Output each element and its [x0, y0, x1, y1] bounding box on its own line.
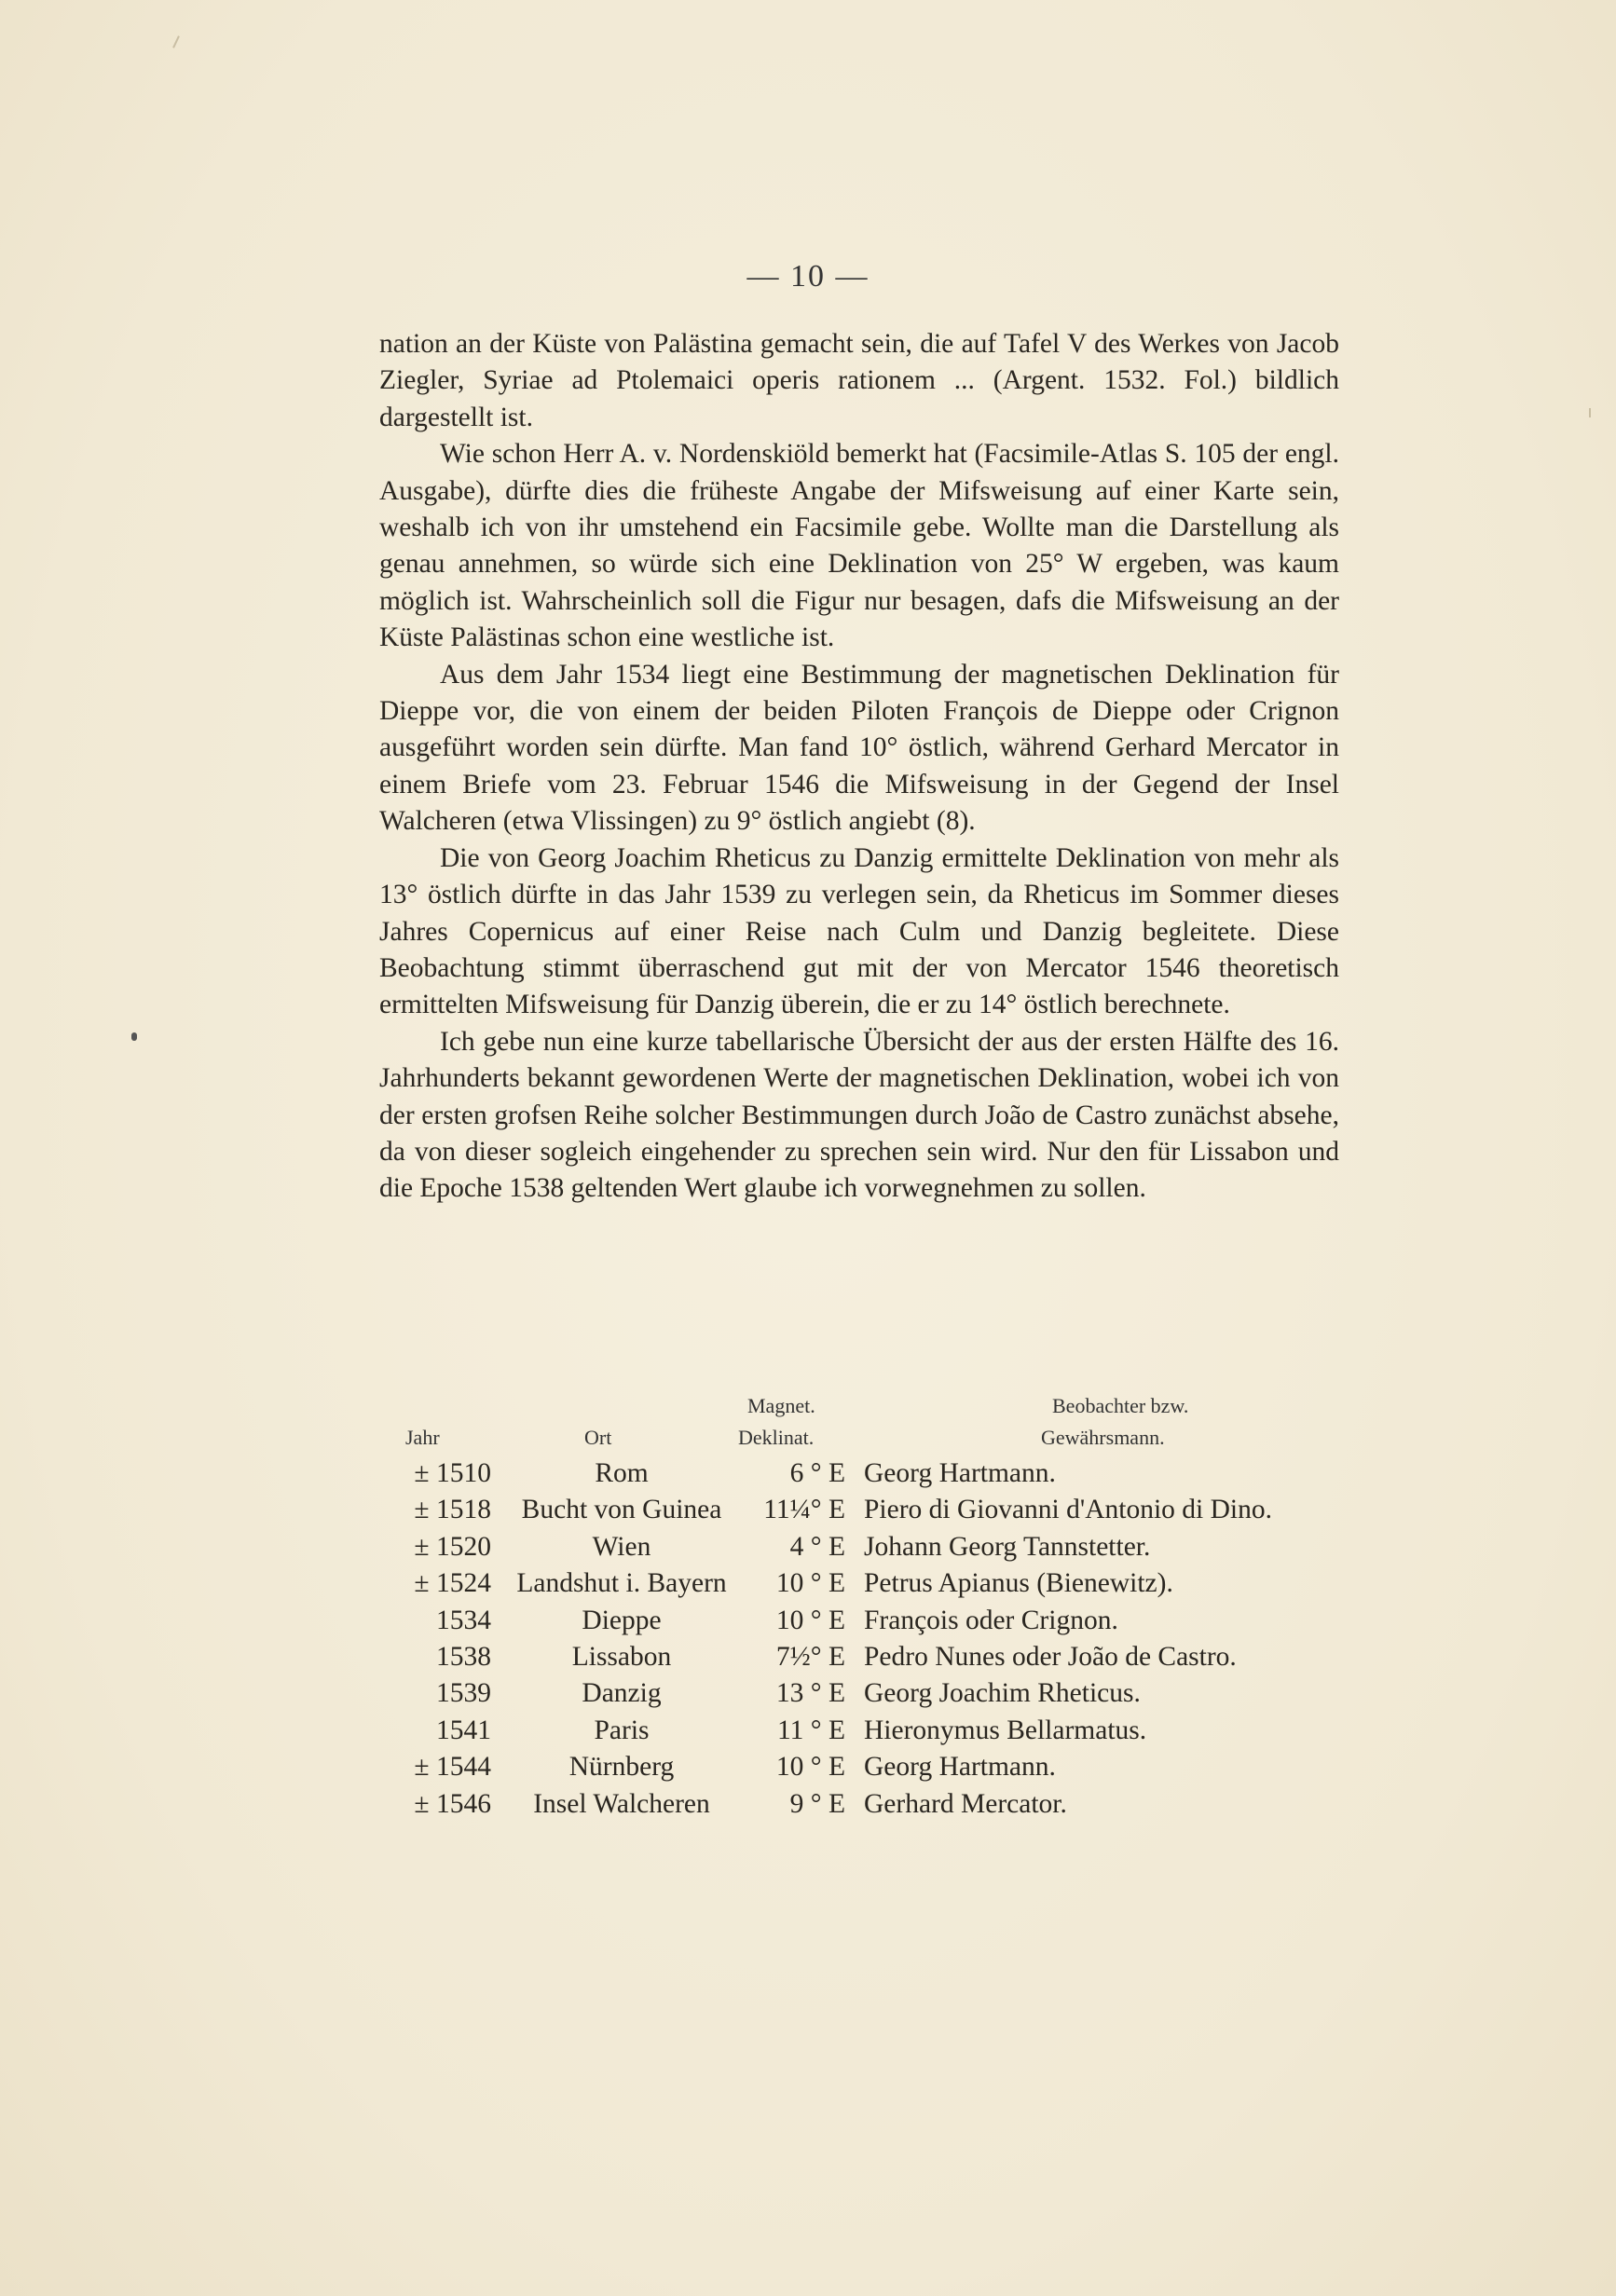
cell-place: Wien: [592, 1531, 651, 1562]
cell-declination: 10 ° E: [775, 1752, 845, 1783]
table-row: [379, 1565, 1349, 1602]
cell-declination: 6 ° E: [789, 1458, 845, 1488]
cell-place: Nürnberg: [568, 1752, 675, 1783]
cell-year: 1538: [436, 1641, 491, 1672]
cell-year: 1539: [436, 1678, 491, 1709]
cell-year: 1534: [436, 1605, 491, 1635]
cell-year: ± 1524: [414, 1568, 491, 1599]
cell-year: ± 1510: [414, 1458, 491, 1488]
cell-place: Paris: [594, 1715, 650, 1745]
body-text: [379, 326, 1339, 1208]
cell-place: Lissabon: [571, 1641, 672, 1672]
header-place: Ort: [584, 1426, 612, 1449]
table-row: [379, 1529, 1349, 1565]
cell-observer: Hieronymus Bellarmatus.: [864, 1715, 1147, 1745]
cell-place: Insel Walcheren: [533, 1788, 710, 1819]
cell-year: ± 1546: [414, 1788, 491, 1819]
cell-declination: 13 ° E: [775, 1678, 845, 1709]
cell-year: 1541: [436, 1715, 491, 1745]
header-decl-line1: Magnet.: [747, 1394, 815, 1417]
cell-declination: 7½° E: [775, 1641, 845, 1672]
cell-observer: Pedro Nunes oder João de Castro.: [864, 1641, 1237, 1672]
cell-declination: 10 ° E: [775, 1568, 845, 1599]
cell-declination: 11¼° E: [763, 1495, 845, 1525]
cell-observer: Petrus Apianus (Bienewitz).: [864, 1568, 1173, 1599]
cell-declination: 11 ° E: [777, 1715, 845, 1745]
cell-place: Danzig: [582, 1678, 662, 1709]
cell-declination: 10 ° E: [775, 1605, 845, 1635]
table-header: [379, 1388, 1349, 1456]
paragraph-2: Wie schon Herr A. v. Nordenskiöld bemerkt hat (Facsimile-Atlas S. 105 der engl. Ausgabe), dürfte dies die früheste Angabe der Mifsweisung auf einer Karte sein, weshalb ich von ihr umstehend ein Facsimile gebe. Wollte man die Darstellung als genau annehmen, so würde sich eine Deklination von 25° W ergeben, was kaum möglich ist. Wahrscheinlich soll die Figur nur besagen, dafs die Mifsweisung an der Küste Palästinas schon eine westliche ist.: [379, 439, 1339, 653]
cell-declination: 9 ° E: [789, 1788, 845, 1819]
cell-observer: Piero di Giovanni d'Antonio di Dino.: [864, 1495, 1272, 1525]
cell-observer: Gerhard Mercator.: [864, 1788, 1067, 1819]
cell-declination: 4 ° E: [789, 1531, 845, 1562]
header-year: Jahr: [405, 1426, 440, 1449]
declination-table: [379, 1388, 1349, 1823]
cell-place: Bucht von Guinea: [521, 1495, 722, 1525]
cell-year: ± 1518: [414, 1495, 491, 1525]
cell-year: ± 1544: [414, 1752, 491, 1783]
cell-observer: Johann Georg Tannstetter.: [864, 1531, 1151, 1562]
header-observer-line1: Beobachter bzw.: [1052, 1394, 1189, 1417]
cell-observer: Georg Hartmann.: [864, 1752, 1056, 1783]
table-row: [379, 1456, 1349, 1492]
paragraph-4: Die von Georg Joachim Rheticus zu Danzig ermittelte Deklination von mehr als 13° östlich dürfte in das Jahr 1539 zu verlegen sein, da Rheticus im Sommer dieses Jahres Copernicus auf einer Reise nach Culm und Danzig begleitete. Diese Beobachtung stimmt überraschend gut mit der von Mercator 1546 theoretisch ermittelten Mifsweisung für Danzig überein, die er zu 14° östlich berechnete.: [379, 842, 1339, 1020]
cell-observer: François oder Crignon.: [864, 1605, 1118, 1635]
cell-observer: Georg Joachim Rheticus.: [864, 1678, 1141, 1709]
cell-place: Landshut i. Bayern: [516, 1568, 727, 1599]
table-row: [379, 1492, 1349, 1528]
table-row: [379, 1713, 1349, 1749]
paragraph-1: nation an der Küste von Palästina gemacht sein, die auf Tafel V des Werkes von Jacob Ziegler, Syriae ad Ptolemaici operis rationem ... (Argent. 1532. Fol.) bildlich dargestellt ist.: [379, 329, 1339, 432]
paragraph-3: Aus dem Jahr 1534 liegt eine Bestimmung der magnetischen Deklination für Dieppe vor, die von einem der beiden Piloten François de Dieppe oder Crignon ausgeführt worden sein dürfte. Man fand 10° östlich, während Gerhard Mercator in einem Briefe vom 23. Februar 1546 die Mifsweisung in der Gegend der Insel Walcheren (etwa Vlissingen) zu 9° östlich angiebt (8).: [379, 659, 1339, 837]
header-observer-line2: Gewährsmann.: [1041, 1426, 1165, 1449]
margin-dot: [131, 1032, 137, 1041]
header-decl-line2: Deklinat.: [738, 1426, 815, 1449]
table-row: [379, 1749, 1349, 1785]
cell-year: ± 1520: [414, 1531, 491, 1562]
cell-place: Dieppe: [582, 1605, 662, 1635]
paragraph-5: Ich gebe nun eine kurze tabellarische Übersicht der aus der ersten Hälfte des 16. Jahrhunderts bekannt gewordenen Werte der magnetischen Deklination, wobei ich von der ersten grofsen Reihe solcher Bestimmungen durch João de Castro zunächst absehe, da von dieser sogleich eingehender zu sprechen sein wird. Nur den für Lissabon und die Epoche 1538 geltenden Wert glaube ich vorwegnehmen zu sollen.: [379, 1026, 1339, 1204]
cell-place: Rom: [595, 1458, 649, 1488]
table-row: [379, 1675, 1349, 1712]
margin-mark: [172, 35, 180, 48]
cell-observer: Georg Hartmann.: [864, 1458, 1056, 1488]
margin-mark: [1589, 408, 1591, 417]
page-number: — 10 —: [746, 259, 870, 294]
table-row: [379, 1786, 1349, 1823]
table-body: [379, 1456, 1349, 1823]
table-row: [379, 1639, 1349, 1675]
table-row: [379, 1603, 1349, 1639]
